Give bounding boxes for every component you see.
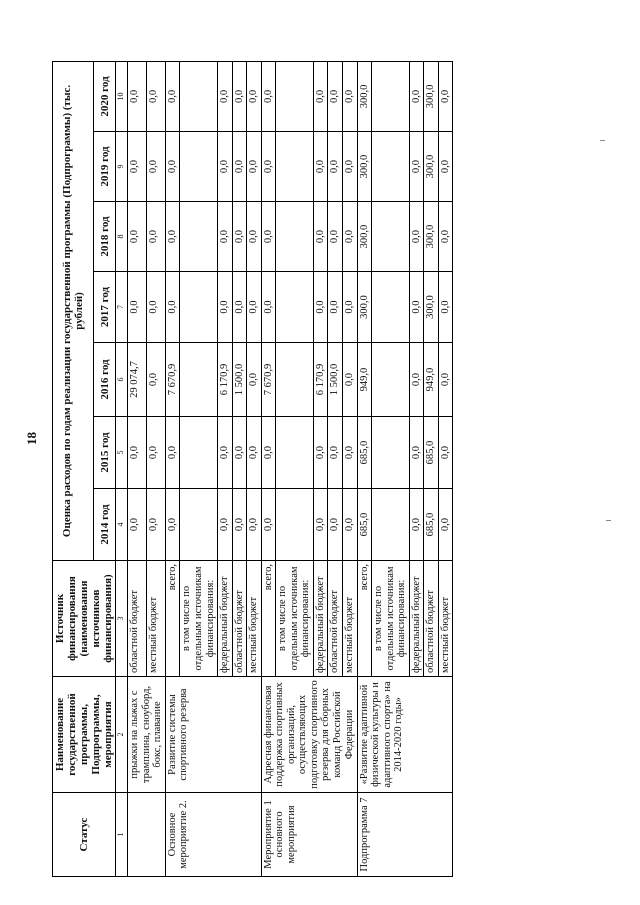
amount-cell: 7 670,9 [261,343,276,417]
amount-cell: 0,0 [438,489,453,561]
amount-cell: 0,0 [409,343,424,417]
amount-cell: 0,0 [128,202,147,272]
amount-cell: 0,0 [232,202,247,272]
funding-source-cell: областной бюджет [424,561,439,677]
header-status: Статус [53,793,116,877]
amount-cell: 0,0 [247,343,262,417]
amount-cell: 0,0 [232,272,247,343]
amount-cell: 0,0 [261,489,276,561]
amount-cell: 29 074,7 [128,343,147,417]
amount-cell: 0,0 [343,202,358,272]
amount-cell [372,417,410,489]
amount-cell: 300,0 [424,132,439,202]
amount-cell: 0,0 [343,61,358,131]
amount-cell: 0,0 [165,61,180,131]
column-number: 8 [116,202,128,272]
amount-cell: 0,0 [147,417,166,489]
status-cell [128,793,166,877]
amount-cell [372,489,410,561]
amount-cell [180,272,218,343]
amount-cell: 0,0 [147,272,166,343]
amount-cell [372,272,410,343]
amount-cell [276,132,314,202]
program-name-cell: Развитие системы спортивного резерва [165,677,261,793]
table-row [165,61,180,876]
margin-tick [600,140,605,141]
funding-source-cell: в том числе по отдельным источникам финансирования: [276,561,314,677]
amount-cell: 1 500,0 [328,343,343,417]
amount-cell: 0,0 [165,132,180,202]
amount-cell: 0,0 [343,132,358,202]
funding-source-cell: в том числе по отдельным источникам финансирования: [372,561,410,677]
amount-cell: 0,0 [313,61,328,131]
year-header: 2014 год [93,489,116,561]
year-header: 2019 год [93,132,116,202]
funding-source-cell: федеральный бюджет [218,561,233,677]
amount-cell [276,272,314,343]
amount-cell: 0,0 [247,272,262,343]
amount-cell: 0,0 [165,417,180,489]
amount-cell: 0,0 [438,343,453,417]
amount-cell: 300,0 [357,272,372,343]
amount-cell: 0,0 [232,61,247,131]
column-number: 4 [116,489,128,561]
amount-cell: 0,0 [313,202,328,272]
header-source: Источник финансирования (наименования источников финансирования) [53,561,116,677]
funding-source-cell: федеральный бюджет [313,561,328,677]
amount-cell: 0,0 [409,202,424,272]
column-number: 6 [116,343,128,417]
amount-cell: 1 500,0 [232,343,247,417]
amount-cell: 0,0 [232,489,247,561]
year-header: 2017 год [93,272,116,343]
amount-cell: 0,0 [247,489,262,561]
amount-cell: 0,0 [328,417,343,489]
amount-cell: 0,0 [313,132,328,202]
amount-cell: 0,0 [128,489,147,561]
amount-cell: 0,0 [232,132,247,202]
year-header: 2015 год [93,417,116,489]
amount-cell [180,417,218,489]
amount-cell: 0,0 [147,132,166,202]
funding-source-cell: областной бюджет [232,561,247,677]
amount-cell: 0,0 [261,272,276,343]
program-name-cell: прыжки на лыжах с трамплина, сноуборд, бокс, плавание [128,677,166,793]
status-cell: Подпрограмма 7 [357,793,453,877]
header-estimate: Оценка расходов по годам реализации государственной программы (Подпрограммы) (тыс. рублей) [53,61,94,560]
amount-cell: 0,0 [261,61,276,131]
amount-cell: 0,0 [409,61,424,131]
amount-cell [372,61,410,131]
budget-table [52,61,453,877]
amount-cell: 0,0 [218,202,233,272]
funding-source-cell: всего, [357,561,372,677]
amount-cell: 0,0 [165,489,180,561]
amount-cell: 0,0 [165,272,180,343]
amount-cell: 300,0 [357,61,372,131]
amount-cell: 0,0 [147,202,166,272]
amount-cell: 0,0 [438,202,453,272]
amount-cell: 6 170,9 [313,343,328,417]
amount-cell: 0,0 [409,132,424,202]
amount-cell [276,61,314,131]
amount-cell: 0,0 [247,61,262,131]
amount-cell: 0,0 [128,132,147,202]
amount-cell: 949,0 [424,343,439,417]
amount-cell: 0,0 [128,417,147,489]
amount-cell: 0,0 [343,343,358,417]
margin-tick [606,520,611,521]
funding-source-cell: местный бюджет [147,561,166,677]
amount-cell: 0,0 [247,132,262,202]
amount-cell: 0,0 [438,272,453,343]
funding-source-cell: всего, [165,561,180,677]
amount-cell: 0,0 [313,417,328,489]
funding-source-cell: всего, [261,561,276,677]
column-number-row [116,61,128,876]
amount-cell [372,202,410,272]
amount-cell [180,202,218,272]
amount-cell: 0,0 [261,132,276,202]
status-cell: Основное мероприятие 2. [165,793,261,877]
status-cell: Мероприятие 1 основного мероприятия [261,793,357,877]
amount-cell [276,343,314,417]
amount-cell [276,417,314,489]
amount-cell: 0,0 [147,489,166,561]
table-row [261,61,276,876]
amount-cell: 0,0 [313,489,328,561]
amount-cell: 685,0 [424,489,439,561]
amount-cell: 0,0 [218,272,233,343]
amount-cell: 0,0 [343,272,358,343]
column-number: 9 [116,132,128,202]
amount-cell: 0,0 [328,272,343,343]
funding-source-cell: областной бюджет [328,561,343,677]
header-name: Наименование государственной программы, Подпрограммы, мероприятия [53,677,116,793]
amount-cell: 0,0 [409,417,424,489]
amount-cell: 0,0 [438,61,453,131]
rotated-table-wrapper [52,62,637,877]
amount-cell: 0,0 [218,489,233,561]
amount-cell: 0,0 [147,61,166,131]
amount-cell: 0,0 [261,202,276,272]
table-row [128,61,147,876]
funding-source-cell: местный бюджет [343,561,358,677]
amount-cell: 0,0 [438,132,453,202]
column-number: 3 [116,561,128,677]
amount-cell [276,489,314,561]
amount-cell [180,132,218,202]
amount-cell: 0,0 [409,272,424,343]
table-body [128,61,453,876]
amount-cell: 0,0 [128,272,147,343]
amount-cell [372,343,410,417]
year-header: 2016 год [93,343,116,417]
amount-cell: 0,0 [328,489,343,561]
amount-cell: 0,0 [218,417,233,489]
program-name-cell: «Развитие адаптивной физической культуры и адаптивного спорта» на 2014-2020 годы» [357,677,453,793]
funding-source-cell: областной бюджет [128,561,147,677]
amount-cell: 300,0 [424,272,439,343]
amount-cell: 0,0 [313,272,328,343]
amount-cell: 0,0 [409,489,424,561]
amount-cell: 0,0 [247,202,262,272]
amount-cell [372,132,410,202]
amount-cell: 0,0 [218,132,233,202]
amount-cell: 300,0 [357,132,372,202]
amount-cell [276,202,314,272]
column-number: 7 [116,272,128,343]
amount-cell: 0,0 [147,343,166,417]
column-number: 2 [116,677,128,793]
amount-cell: 300,0 [424,61,439,131]
amount-cell: 6 170,9 [218,343,233,417]
amount-cell: 685,0 [357,417,372,489]
amount-cell: 300,0 [357,202,372,272]
page-number: 18 [24,432,39,445]
funding-source-cell: федеральный бюджет [409,561,424,677]
column-number: 5 [116,417,128,489]
amount-cell [180,61,218,131]
amount-cell: 0,0 [343,417,358,489]
funding-source-cell: местный бюджет [247,561,262,677]
amount-cell: 685,0 [424,417,439,489]
amount-cell: 300,0 [424,202,439,272]
amount-cell: 0,0 [218,61,233,131]
year-header: 2018 год [93,202,116,272]
amount-cell: 0,0 [328,202,343,272]
program-name-cell: Адресная финансовая поддержка спортивных организаций, осуществляющих подготовку спортивного резерва для сборных команд Российской Федерации [261,677,357,793]
amount-cell [180,343,218,417]
amount-cell: 7 670,9 [165,343,180,417]
year-header: 2020 год [93,61,116,131]
amount-cell [180,489,218,561]
table-row [357,61,372,876]
funding-source-cell: в том числе по отдельным источникам финансирования: [180,561,218,677]
column-number: 10 [116,61,128,131]
amount-cell: 0,0 [261,417,276,489]
amount-cell: 685,0 [357,489,372,561]
amount-cell: 0,0 [343,489,358,561]
amount-cell: 0,0 [165,202,180,272]
funding-source-cell: местный бюджет [438,561,453,677]
column-number: 1 [116,793,128,877]
amount-cell: 0,0 [232,417,247,489]
amount-cell: 0,0 [247,417,262,489]
amount-cell: 0,0 [438,417,453,489]
amount-cell: 0,0 [328,132,343,202]
amount-cell: 0,0 [328,61,343,131]
amount-cell: 949,0 [357,343,372,417]
amount-cell: 0,0 [128,61,147,131]
